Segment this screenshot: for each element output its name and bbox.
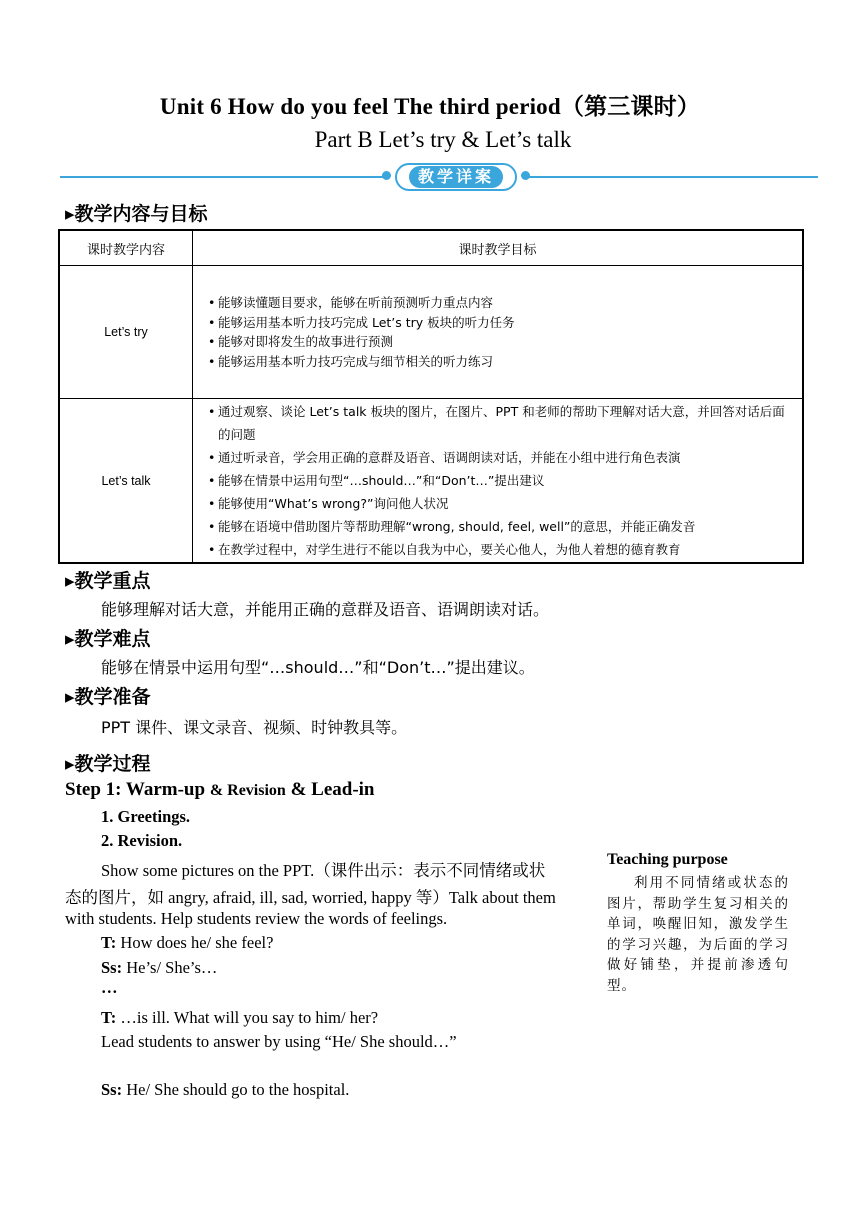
section-heading-preparation: ▸教学准备 <box>65 686 151 708</box>
dialogue-line <box>101 1080 349 1100</box>
table-cell-goals <box>193 266 804 399</box>
dialogue-line <box>101 958 217 978</box>
list-item: • 能够使用“What’s wrong?”询问他人状况 <box>208 492 795 515</box>
step-heading-c: & Lead-in <box>290 779 375 800</box>
teaching-purpose-body: 利用不同情绪或状态的图片，帮助学生复习相关的单词，唤醒旧知，激发学生的学习兴趣，为后面的学习做好铺垫，并提前渗透句型。 <box>607 875 789 994</box>
section-heading-process: ▸教学过程 <box>65 753 151 775</box>
banner-right-dot <box>521 171 530 180</box>
key-points-text: 能够理解对话大意，并能用正确的意群及语音、语调朗读对话。 <box>101 600 550 619</box>
list-item: • 能够在情景中运用句型“…should…”和“Don’t…”提出建议 <box>208 469 795 492</box>
goal-list <box>194 293 801 371</box>
section-heading-content-goals: ▸教学内容与目标 <box>65 203 208 225</box>
step-heading-a: Step 1: Warm-up <box>65 779 206 800</box>
table-cell-goals <box>193 399 804 564</box>
table-row <box>59 266 803 399</box>
step-item-greetings: 1. Greetings. <box>101 807 191 826</box>
table-header-content: 课时教学内容 <box>59 230 193 266</box>
banner-label: 教学详案 <box>409 166 503 188</box>
dialogue-text: He/ She should go to the hospital. <box>126 1080 350 1099</box>
banner-badge <box>395 163 517 191</box>
table-row <box>59 399 803 564</box>
dialogue-text: He’s/ She’s… <box>126 958 218 977</box>
list-item: • 能够在语境中借助图片等帮助理解“wrong, should, feel, well”的意思，并能正确发音 <box>208 515 795 538</box>
step-heading-b: & Revision <box>209 782 286 799</box>
dialogue-text: How does he/ she feel? <box>120 933 274 952</box>
lead-text: Lead students to answer by using “He/ She should…” <box>101 1032 457 1051</box>
list-item: • 能够读懂题目要求，能够在听前预测听力重点内容 <box>208 293 795 313</box>
difficulties-text: 能够在情景中运用句型“…should…”和“Don’t…”提出建议。 <box>101 658 535 677</box>
table-header-goals: 课时教学目标 <box>193 230 804 266</box>
section-heading-difficulties: ▸教学难点 <box>65 628 151 650</box>
banner-left-line <box>60 176 390 178</box>
banner-left-dot <box>382 171 391 180</box>
teaching-purpose-title: Teaching purpose <box>607 851 728 868</box>
table-cell-content: Let’s try <box>59 266 193 399</box>
table-header-row <box>59 230 803 266</box>
banner-right-line <box>522 176 818 178</box>
speaker-label: T: <box>101 1008 117 1027</box>
speaker-label: Ss: <box>101 1080 123 1099</box>
revision-para-line-1: Show some pictures on the PPT.（课件出示：表示不同情绪或状 <box>101 861 546 880</box>
section-heading-key-points: ▸教学重点 <box>65 570 151 592</box>
list-item: • 能够运用基本听力技巧完成与细节相关的听力练习 <box>208 352 795 372</box>
dialogue-line <box>101 933 273 953</box>
page-subtitle: Part B Let’s try & Let’s talk <box>314 127 572 152</box>
step-item-revision: 2. Revision. <box>101 831 183 850</box>
dialogue-ellipsis: … <box>101 978 118 997</box>
preparation-text: PPT 课件、课文录音、视频、时钟教具等。 <box>101 718 408 737</box>
step-heading <box>65 779 375 801</box>
list-item: • 能够对即将发生的故事进行预测 <box>208 332 795 352</box>
speaker-label: Ss: <box>101 958 123 977</box>
list-item: • 通过观察、谈论 Let’s talk 板块的图片，在图片、PPT 和老师的帮助下理解对话大意，并回答对话后面的问题 <box>208 400 795 446</box>
revision-para-line-3: with students. Help students review the words of feelings. <box>65 909 448 928</box>
dialogue-text: …is ill. What will you say to him/ her? <box>120 1008 379 1027</box>
speaker-label: T: <box>101 933 117 952</box>
dialogue-line <box>101 1008 378 1028</box>
table-cell-content: Let’s talk <box>59 399 193 564</box>
page-title: Unit 6 How do you feel The third period（第三课时） <box>159 94 701 119</box>
list-item: • 在教学过程中，对学生进行不能以自我为中心，要关心他人，为他人着想的德育教育 <box>208 538 795 561</box>
objectives-table <box>58 229 804 564</box>
goal-list <box>194 400 801 561</box>
list-item: • 能够运用基本听力技巧完成 Let’s try 板块的听力任务 <box>208 313 795 333</box>
revision-para-line-2: 态的图片，如 angry, afraid, ill, sad, worried, happy 等）Talk about them <box>65 888 556 907</box>
list-item: • 通过听录音，学会用正确的意群及语音、语调朗读对话，并能在小组中进行角色表演 <box>208 446 795 469</box>
